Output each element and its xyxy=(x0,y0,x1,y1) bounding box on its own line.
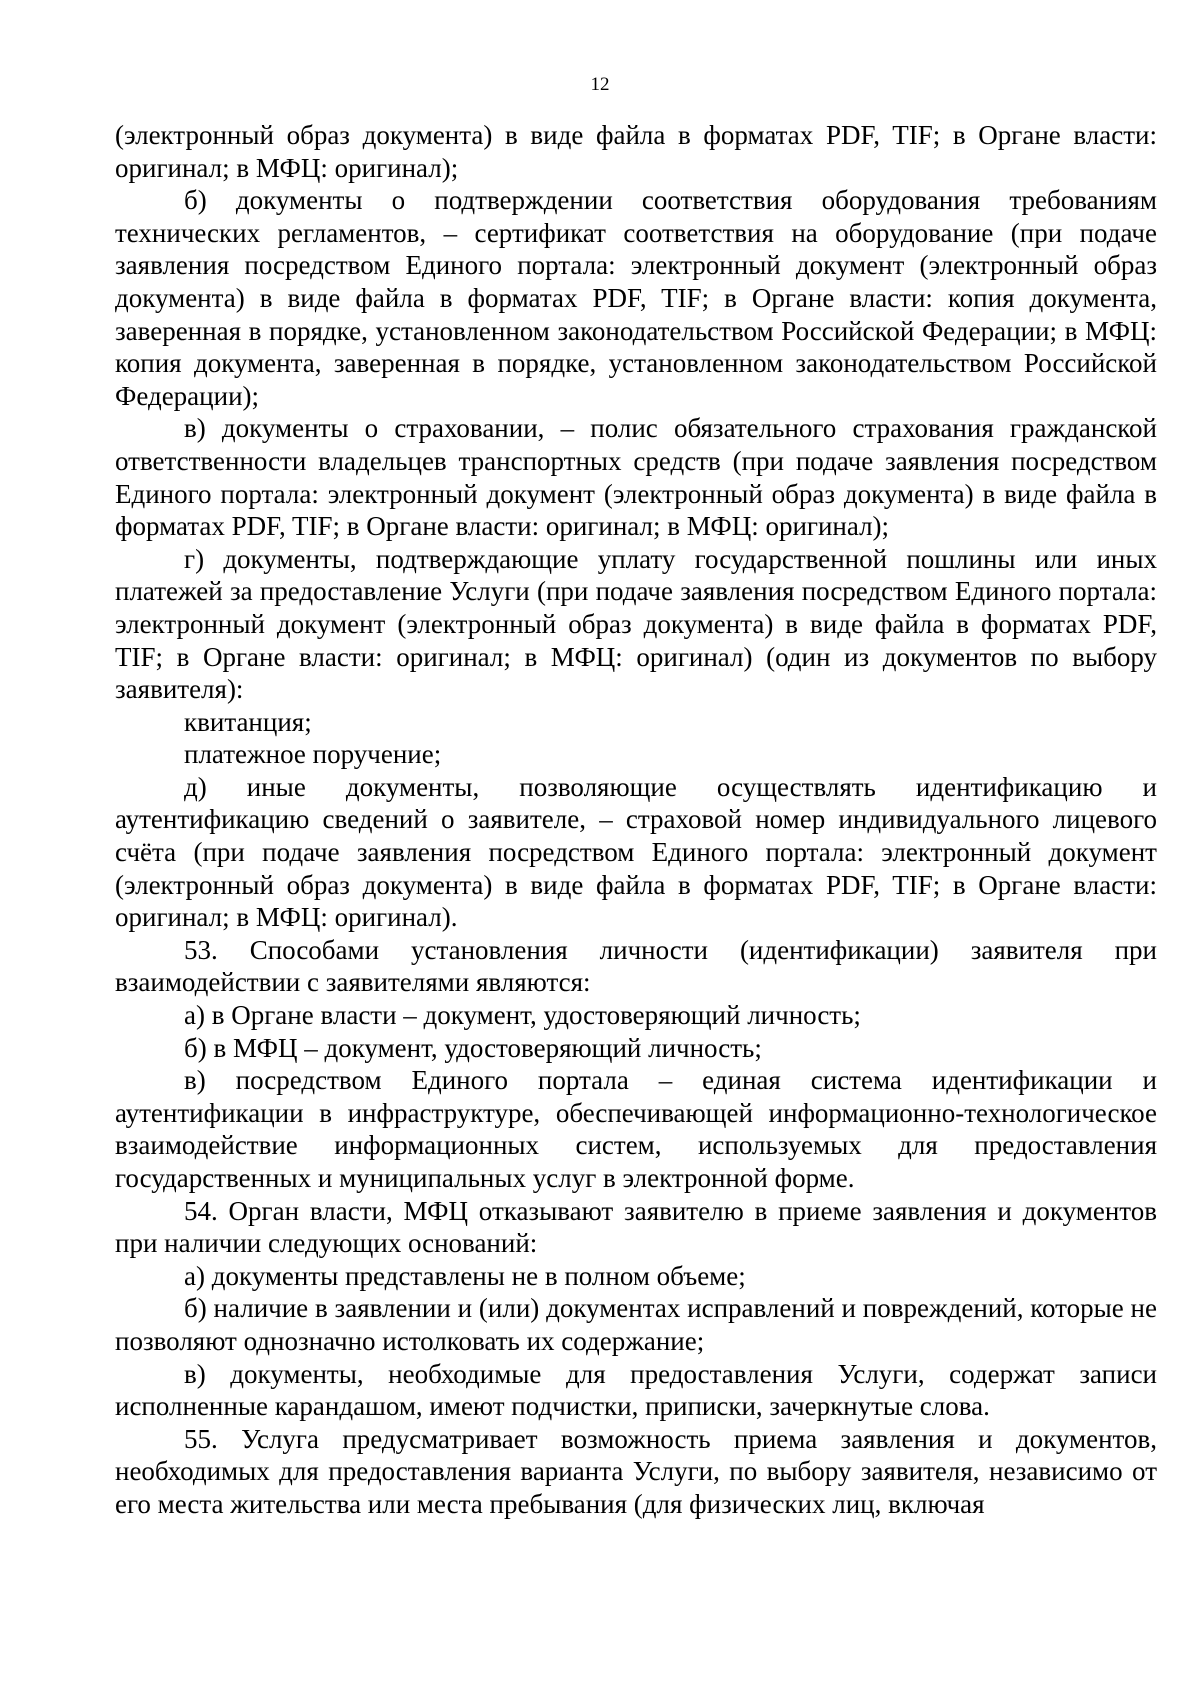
paragraph-54: 54. Орган власти, МФЦ отказывают заявителю в приеме заявления и документов при наличии следующих оснований: xyxy=(115,1195,1157,1259)
paragraph-54-a: а) документы представлены не в полном объеме; xyxy=(184,1260,746,1291)
paragraph-55: 55. Услуга предусматривает возможность приема заявления и документов, необходимых для предоставления варианта Услуги, по выбору заявителя, независимо от его места жительства или места пребывания (для физических лиц, включая xyxy=(115,1423,1157,1519)
paragraph-continuation: (электронный образ документа) в виде файла в форматах PDF, TIF; в Органе власти: оригинал; в МФЦ: оригинал); xyxy=(115,120,1157,183)
page-number: 12 xyxy=(590,74,610,95)
paragraph-item-d-identification: д) иные документы, позволяющие осуществлять идентификацию и аутентификацию сведений о заявителе, – страховой номер индивидуального лицевого счёта (при подаче заявления посредством Единого портала: электронный документ (электронный образ документа) в виде файла в форматах PDF, TIF; в Органе власти: оригинал; в МФЦ: оригинал). xyxy=(115,771,1157,933)
paragraph-53-b: б) в МФЦ – документ, удостоверяющий личность; xyxy=(184,1032,762,1063)
paragraph-53-a: а) в Органе власти – документ, удостоверяющий личность; xyxy=(184,1000,861,1031)
paragraph-receipt: квитанция; xyxy=(184,706,312,737)
paragraph-item-g-payment: г) документы, подтверждающие уплату государственной пошлины или иных платежей за предоставление Услуги (при подаче заявления посредством Единого портала: электронный документ (электронный образ документа) в виде файла в форматах PDF, TIF; в Органе власти: оригинал; в МФЦ: оригинал) (один из документов по выбору заявителя): xyxy=(115,543,1157,705)
paragraph-53: 53. Способами установления личности (идентификации) заявителя при взаимодействии с заявителями являются: xyxy=(115,934,1157,998)
paragraph-item-b-certificate: б) документы о подтверждении соответствия оборудования требованиям технических регламентов, – сертификат соответствия на оборудование (при подаче заявления посредством Единого портала: электронный документ (электронный образ документа) в виде файла в форматах PDF, TIF; в Органе власти: копия документа, заверенная в порядке, установленном законодательством Российской Федерации; в МФЦ: копия документа, заверенная в порядке, установленном законодательством Российской Федерации); xyxy=(115,185,1157,411)
paragraph-53-v: в) посредством Единого портала – единая система идентификации и аутентификации в инфраструктуре, обеспечивающей информационно-технологическое взаимодействие информационных систем, используемых для предоставления государственных и муниципальных услуг в электронной форме. xyxy=(115,1065,1157,1193)
document-body xyxy=(115,119,1157,1521)
paragraph-54-b: б) наличие в заявлении и (или) документах исправлений и повреждений, которые не позволяют однозначно истолковать их содержание; xyxy=(115,1293,1157,1356)
paragraph-54-v: в) документы, необходимые для предоставления Услуги, содержат записи исполненные карандашом, имеют подчистки, приписки, зачеркнутые слова. xyxy=(115,1358,1157,1422)
paragraph-item-v-insurance: в) документы о страховании, – полис обязательного страхования гражданской ответственности владельцев транспортных средств (при подаче заявления посредством Единого портала: электронный документ (электронный образ документа) в виде файла в форматах PDF, TIF; в Органе власти: оригинал; в МФЦ: оригинал); xyxy=(115,413,1157,542)
paragraph-payment-order: платежное поручение; xyxy=(184,739,442,770)
